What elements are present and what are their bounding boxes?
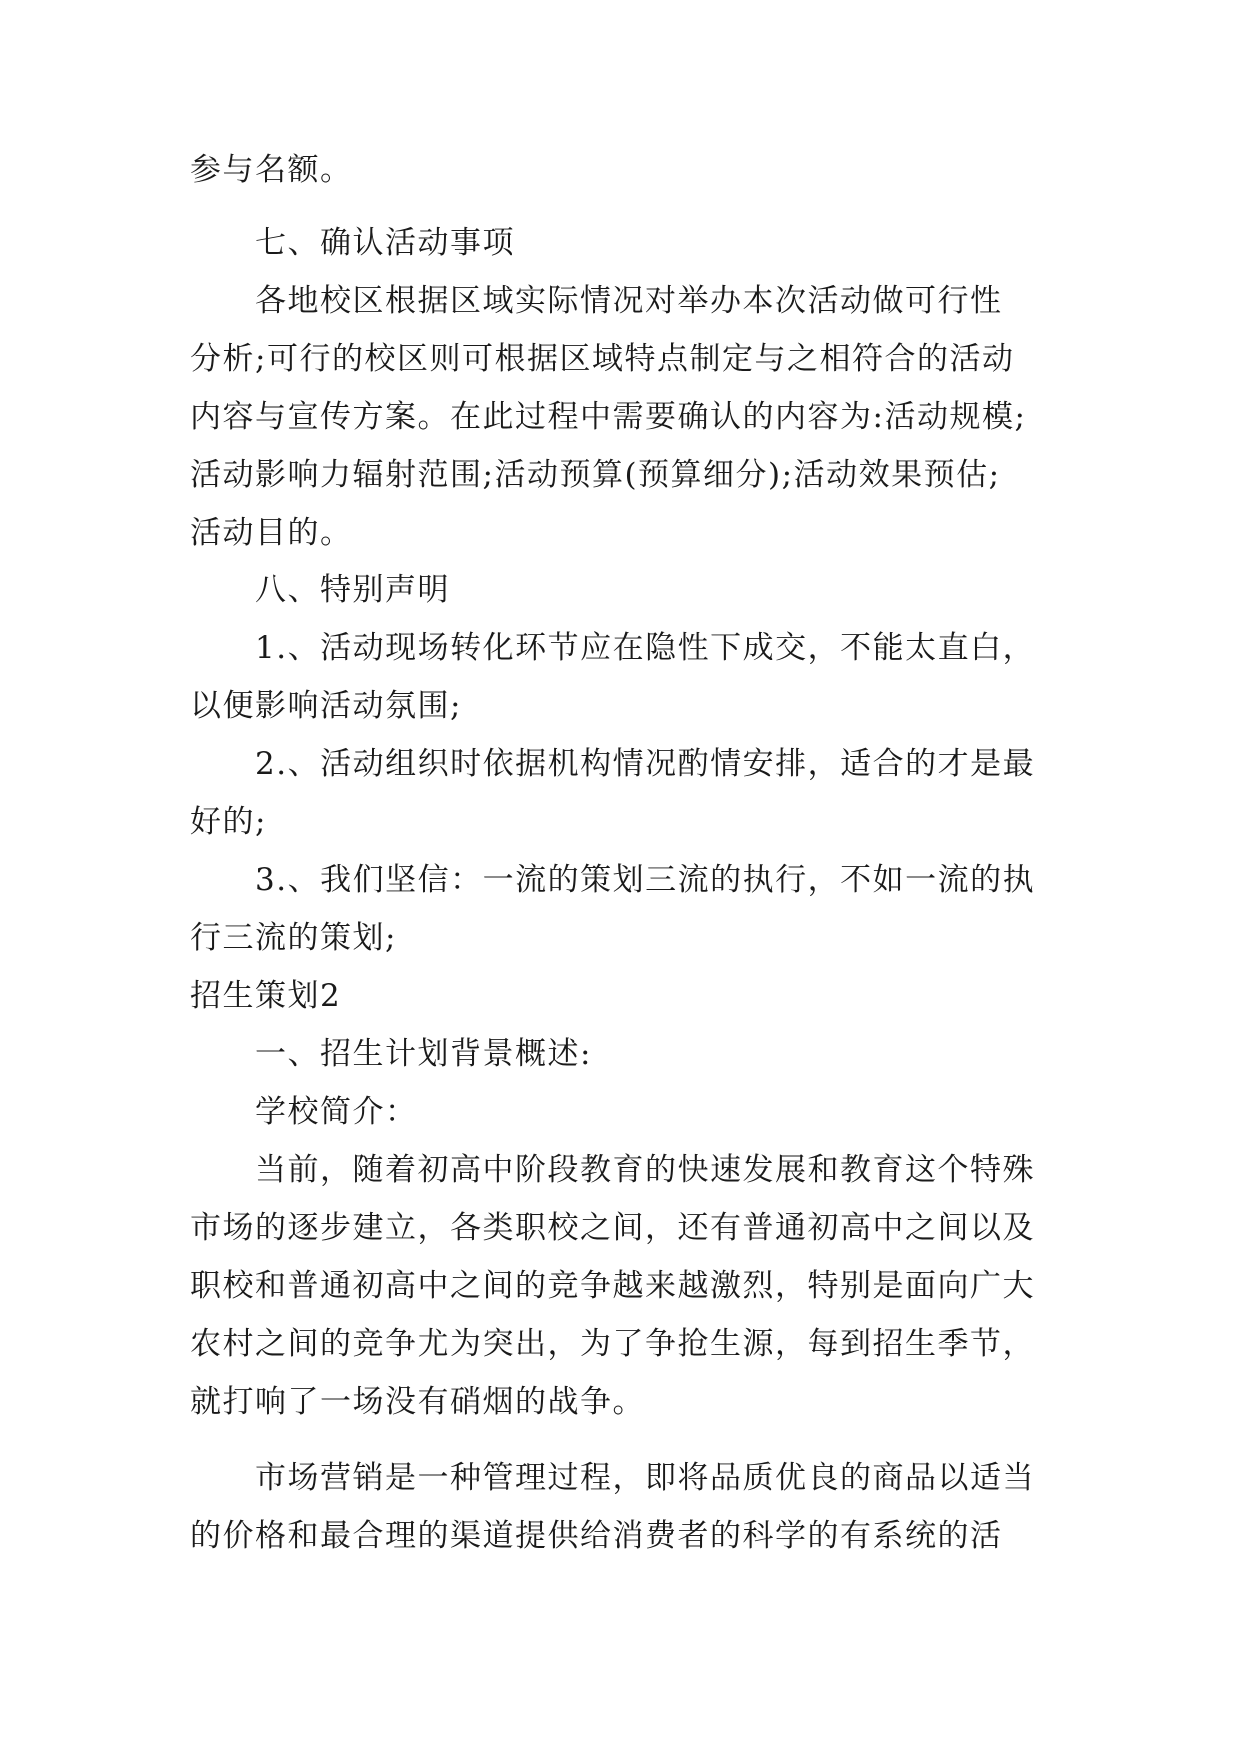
list-item: 1.、活动现场转化环节应在隐性下成交，不能太直白， — [255, 630, 1036, 666]
text-line: 行三流的策划; — [190, 920, 397, 956]
text-line: 活动影响力辐射范围;活动预算(预算细分);活动效果预估; — [190, 457, 1001, 493]
list-item: 2.、活动组织时依据机构情况酌情安排，适合的才是最 — [255, 746, 1036, 782]
text-line: 农村之间的竞争尤为突出，为了争抢生源，每到招生季节， — [190, 1326, 1035, 1362]
text-line: 分析;可行的校区则可根据区域特点制定与之相符合的活动 — [190, 341, 1015, 377]
document-heading: 招生策划2 — [190, 978, 342, 1014]
text-line: 就打响了一场没有硝烟的战争。 — [190, 1384, 645, 1420]
text-line: 好的; — [190, 804, 267, 840]
section-heading: 七、确认活动事项 — [255, 225, 515, 261]
text-line: 以便影响活动氛围; — [190, 688, 462, 724]
list-item: 3.、我们坚信：一流的策划三流的执行，不如一流的执 — [255, 862, 1036, 898]
section-heading: 八、特别声明 — [255, 572, 450, 608]
section-heading: 一、招生计划背景概述: — [255, 1036, 592, 1072]
text-line: 学校简介： — [255, 1094, 418, 1130]
text-line: 的价格和最合理的渠道提供给消费者的科学的有系统的活 — [190, 1518, 1003, 1554]
text-line: 市场的逐步建立，各类职校之间，还有普通初高中之间以及 — [190, 1210, 1035, 1246]
text-line: 市场营销是一种管理过程，即将品质优良的商品以适当 — [255, 1460, 1035, 1496]
text-line: 内容与宣传方案。在此过程中需要确认的内容为:活动规模; — [190, 399, 1027, 435]
text-line: 各地校区根据区域实际情况对举办本次活动做可行性 — [255, 283, 1003, 319]
text-line: 参与名额。 — [190, 152, 353, 188]
text-line: 活动目的。 — [190, 515, 353, 551]
text-line: 当前，随着初高中阶段教育的快速发展和教育这个特殊 — [255, 1152, 1035, 1188]
text-line: 职校和普通初高中之间的竞争越来越激烈，特别是面向广大 — [190, 1268, 1035, 1304]
